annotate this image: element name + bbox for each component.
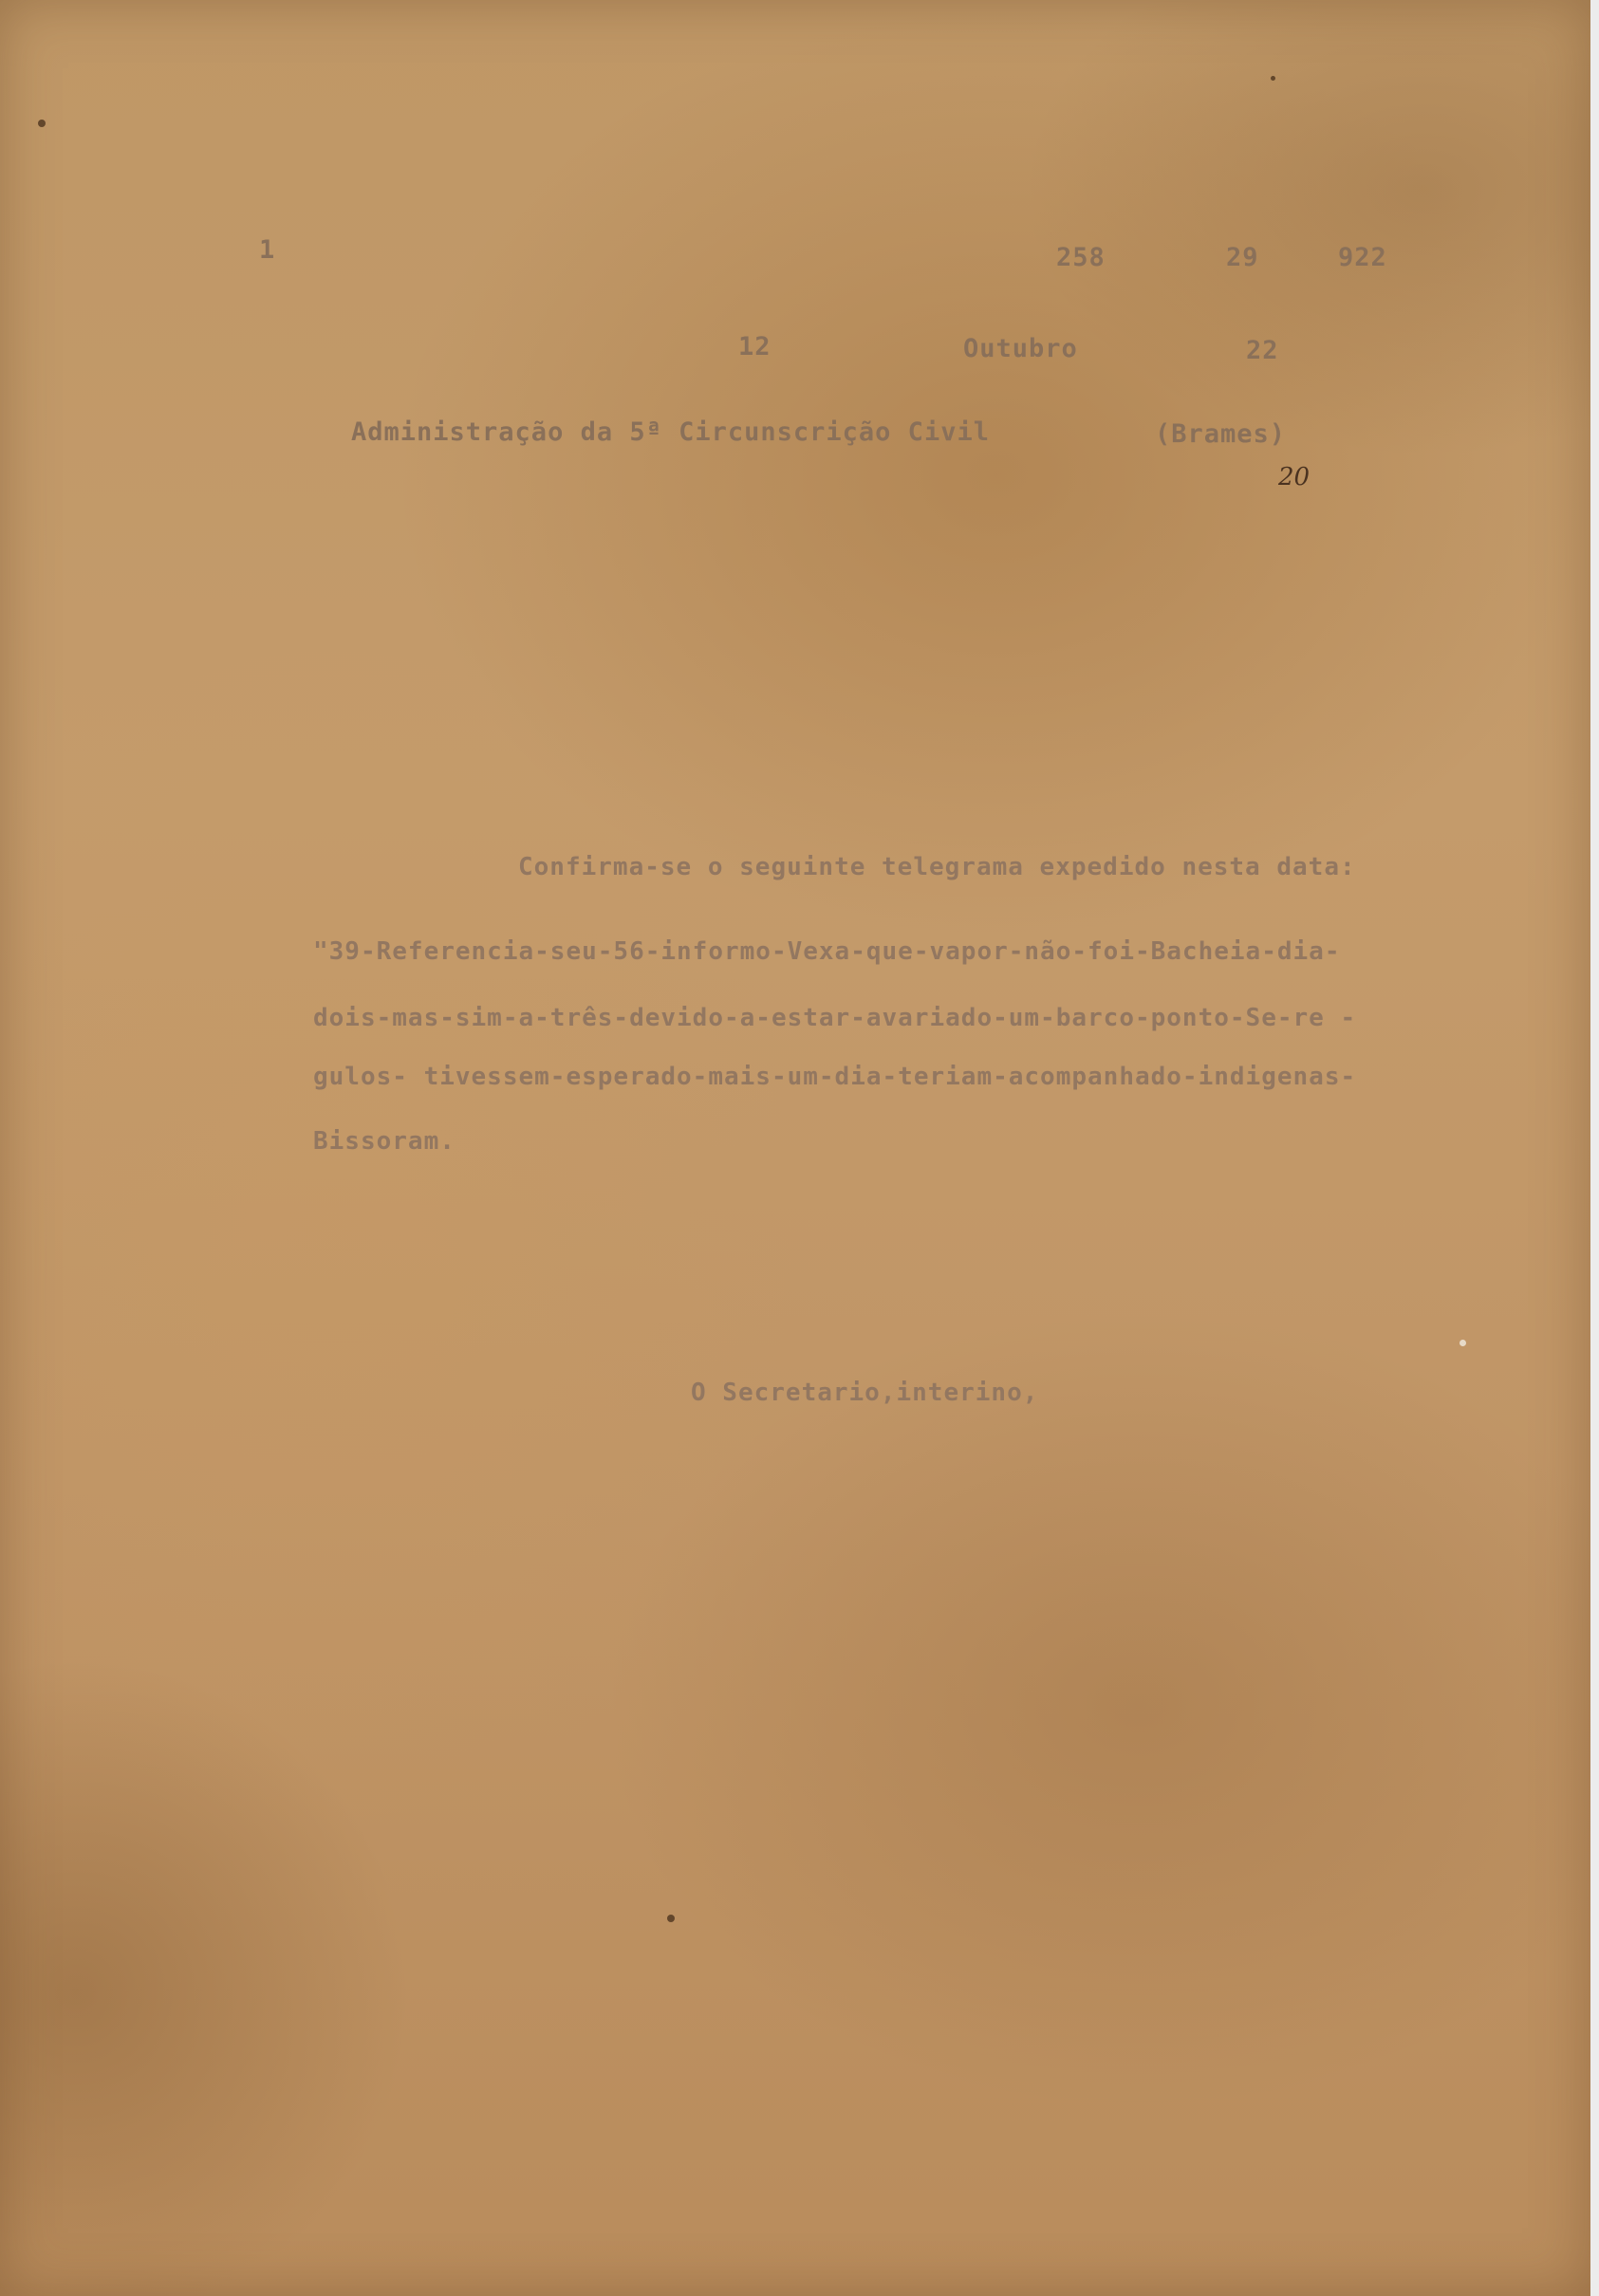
reference-year: 922: [1338, 243, 1387, 272]
signature-line: O Secretario,interino,: [691, 1379, 1039, 1407]
body-line-2: dois-mas-sim-a-três-devido-a-estar-avariado-um-barco-ponto-Se-re -: [313, 1004, 1357, 1032]
date-day: 12: [738, 332, 772, 361]
body-line-4: Bissoram.: [313, 1127, 456, 1156]
scan-margin: [1590, 0, 1599, 2296]
recipient-place: (Brames): [1155, 419, 1287, 449]
recipient: Administração da 5ª Circunscrição Civil: [351, 417, 990, 447]
page-number: 1: [259, 235, 276, 265]
ink-spot: [1271, 76, 1275, 81]
reference-day: 29: [1226, 243, 1259, 272]
body-line-3: gulos- tivessem-esperado-mais-um-dia-teriam-acompanhado-indigenas-: [313, 1063, 1357, 1091]
body-line-1: "39-Referencia-seu-56-informo-Vexa-que-vapor-não-foi-Bacheia-dia-: [313, 937, 1341, 966]
date-month: Outubro: [963, 334, 1078, 363]
date-year: 22: [1246, 336, 1279, 365]
paper-spot: [1460, 1340, 1466, 1346]
ink-spot: [667, 1915, 675, 1922]
reference-number: 258: [1056, 243, 1106, 272]
ink-spot: [38, 120, 46, 127]
body-intro: Confirma-se o seguinte telegrama expedido nesta data:: [518, 853, 1356, 881]
handwritten-mark: 20: [1278, 463, 1311, 491]
